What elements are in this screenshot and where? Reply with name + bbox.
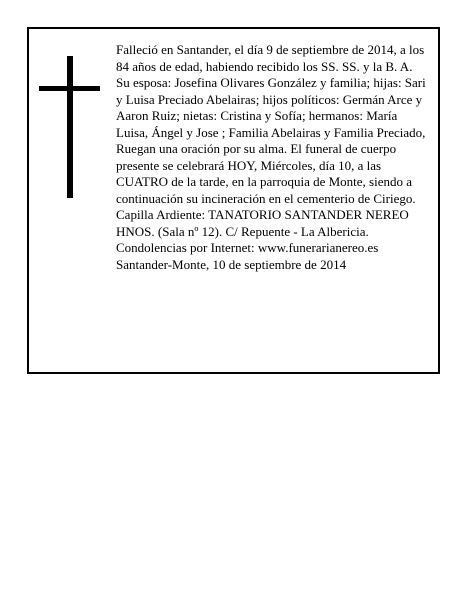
cross-vertical-bar — [67, 56, 73, 198]
notice-text — [116, 42, 426, 273]
death-announcement: Falleció en Santander, el día 9 de septiembre de 2014, a los 84 años de edad, habiendo recibido los SS. SS. y la B. A. — [116, 42, 425, 74]
funeral-details: Ruegan una oración por su alma. El funeral de cuerpo presente se celebrará HOY, Miércoles, día 10, a las CUATRO de la tarde, en la parroquia de Monte, siendo a continuación su incineración en el cementerio de Ciriego. Capilla Ardiente: TANATORIO SANTANDER NEREO HNOS. (Sala nº 12). C/ Repuente - La Albericia. — [116, 141, 416, 239]
family-list: Su esposa: Josefina Olivares González y familia; hijas: Sari y Luisa Preciado Abelairas; hijos políticos: Germán Arce y Aaron Ruiz; nietas: Cristina y Sofía; hermanos: María Luisa, Ángel y Jose ; Familia Abelairas y Familia Preciado, — [116, 75, 426, 140]
condolences-line: Condolencias por Internet: www.funerarianereo.es — [116, 240, 379, 255]
cross-horizontal-bar — [39, 86, 100, 91]
obituary-notice — [27, 27, 440, 374]
place-date-line: Santander-Monte, 10 de septiembre de 2014 — [116, 256, 347, 272]
